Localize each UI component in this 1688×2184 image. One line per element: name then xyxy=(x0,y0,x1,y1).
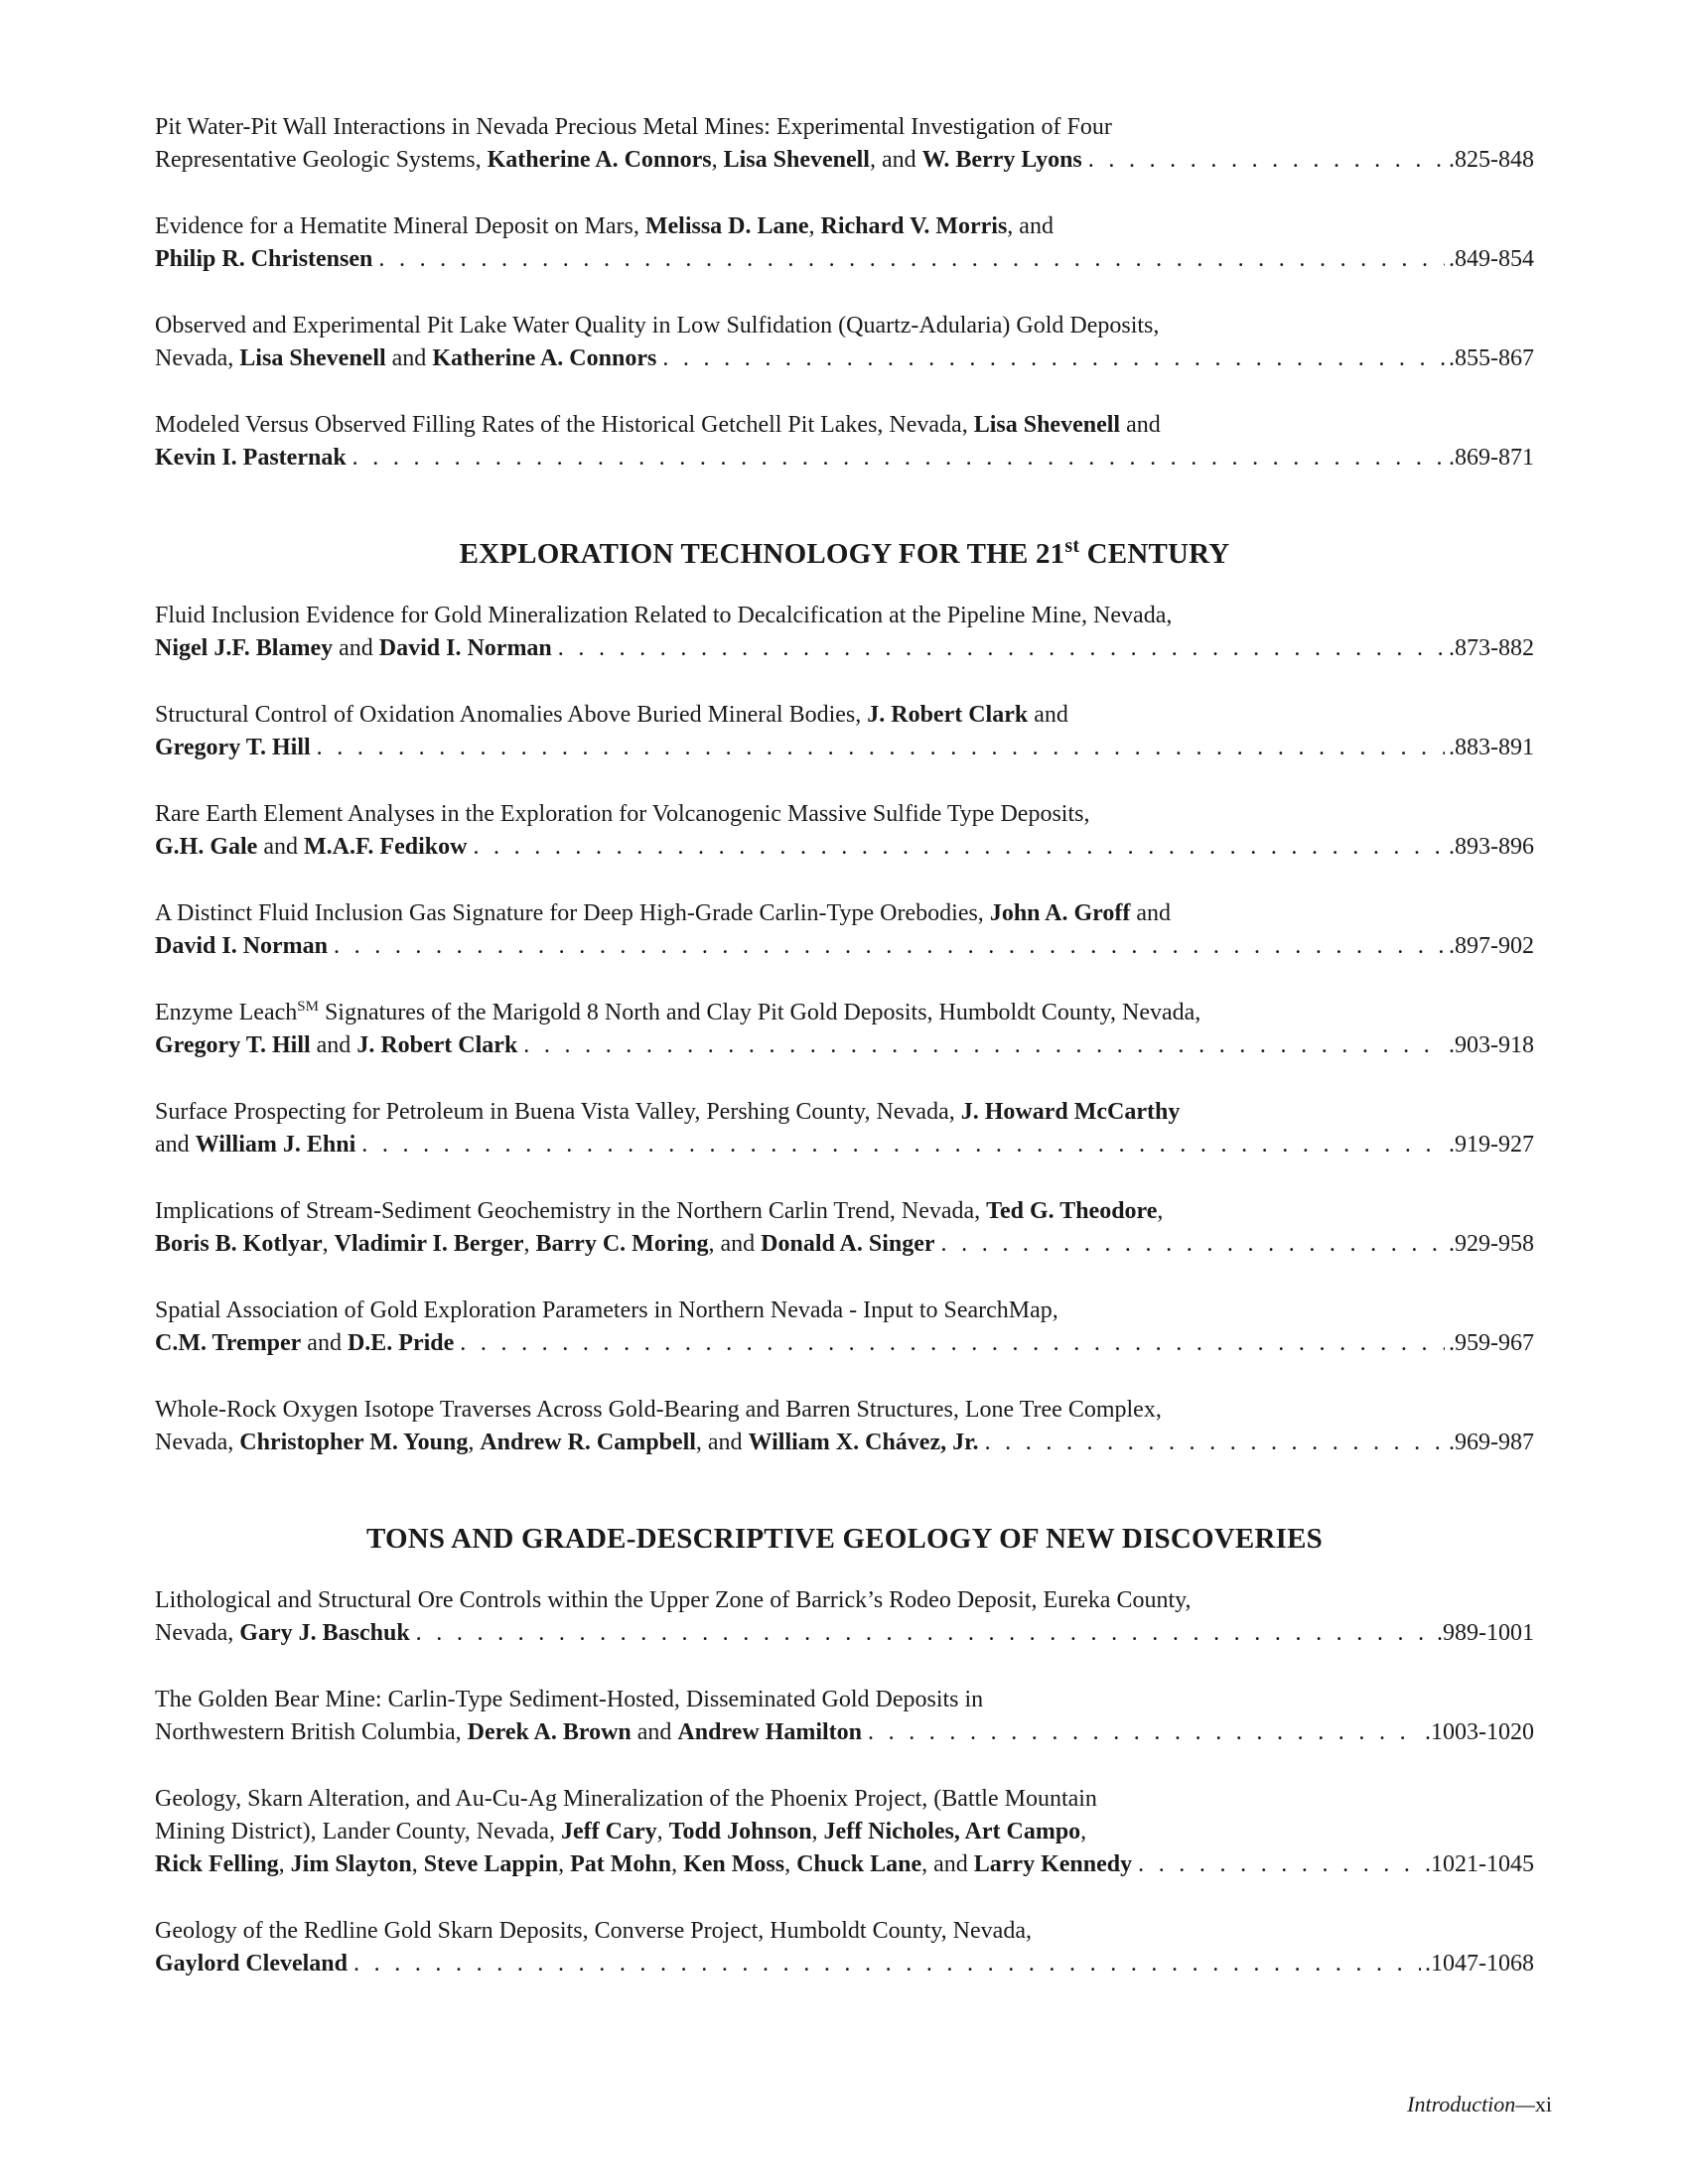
title-text: , xyxy=(558,1851,571,1877)
author-name: Gregory T. Hill xyxy=(155,1032,311,1058)
toc-entry-text xyxy=(155,930,328,963)
toc-entry-line xyxy=(155,1617,1534,1650)
section-heading xyxy=(155,536,1534,572)
title-text: , and xyxy=(708,1231,762,1257)
page-range: .897-902 xyxy=(1449,933,1534,959)
dot-leader xyxy=(353,1948,1421,1980)
author-name: William X. Chávez, Jr. xyxy=(748,1430,979,1455)
dot-leader xyxy=(1138,1848,1421,1881)
author-name: Ted G. Theodore xyxy=(986,1198,1158,1224)
author-name: Larry Kennedy xyxy=(973,1851,1133,1877)
author-name: J. Howard McCarthy xyxy=(960,1099,1181,1125)
toc-entry-line xyxy=(155,111,1534,144)
author-name: Christopher M. Young xyxy=(239,1430,469,1455)
dot-leader xyxy=(317,732,1445,764)
title-text: and xyxy=(301,1330,348,1356)
title-text: Mining District), Lander County, Nevada, xyxy=(155,1819,562,1844)
toc-entry-text xyxy=(155,1716,862,1749)
section-heading-superscript: st xyxy=(1064,535,1080,557)
toc-entry-line xyxy=(155,600,1534,632)
toc-entry-line xyxy=(155,409,1534,442)
title-text: Signatures of the Marigold 8 North and Clay Pit Gold Deposits, Humboldt County, Nevada, xyxy=(318,1000,1201,1025)
footer-label: Introduction xyxy=(1407,2092,1516,2116)
author-name: Lisa Shevenell xyxy=(239,345,386,371)
dot-leader xyxy=(868,1716,1421,1749)
author-name: Jeff Cary xyxy=(561,1819,657,1844)
author-name: Ken Moss xyxy=(683,1851,785,1877)
superscript-text: SM xyxy=(297,999,319,1015)
page-range: .1047-1068 xyxy=(1425,1951,1534,1977)
author-name: Nigel J.F. Blamey xyxy=(155,635,334,661)
author-name: Gaylord Cleveland xyxy=(155,1951,349,1977)
author-name: Barry C. Moring xyxy=(535,1231,709,1257)
toc-entry xyxy=(155,1783,1534,1881)
title-text: Whole-Rock Oxygen Isotope Traverses Across Gold-Bearing and Barren Structures, Lone Tree Complex, xyxy=(155,1397,1162,1423)
title-text: , xyxy=(656,1819,669,1844)
dot-leader xyxy=(985,1427,1445,1459)
toc-entry xyxy=(155,1295,1534,1360)
page-range: .873-882 xyxy=(1449,635,1534,661)
toc-entry xyxy=(155,600,1534,665)
title-text: , xyxy=(322,1231,335,1257)
author-name: Richard V. Morris xyxy=(820,213,1008,239)
toc-entry-line xyxy=(155,243,1534,276)
title-text: and xyxy=(310,1032,357,1058)
author-name: W. Berry Lyons xyxy=(921,147,1082,173)
title-text: Northwestern British Columbia, xyxy=(155,1719,468,1745)
section-heading-text: CENTURY xyxy=(1079,538,1230,570)
toc-entry-line xyxy=(155,1584,1534,1617)
toc-entry-text xyxy=(155,144,1082,177)
title-text: Implications of Stream-Sediment Geochemistry in the Northern Carlin Trend, Nevada, xyxy=(155,1198,987,1224)
author-name: Rick Felling xyxy=(155,1851,279,1877)
page-footer xyxy=(1407,2092,1552,2117)
toc-entry-line xyxy=(155,897,1534,930)
toc-entry-line xyxy=(155,632,1534,665)
title-text: Pit Water-Pit Wall Interactions in Nevada Precious Metal Mines: Experimental Investigation of Four xyxy=(155,114,1112,140)
toc-entry-line xyxy=(155,1848,1534,1881)
toc-entry-line xyxy=(155,1427,1534,1459)
author-name: Donald A. Singer xyxy=(761,1231,935,1257)
section-heading-text: TONS AND GRADE-DESCRIPTIVE GEOLOGY OF NEW DISCOVERIES xyxy=(366,1523,1323,1555)
title-text: , xyxy=(711,147,724,173)
title-text: Nevada, xyxy=(155,1620,240,1646)
title-text: Rare Earth Element Analyses in the Exploration for Volcanogenic Massive Sulfide Type Deposits, xyxy=(155,801,1090,827)
toc-entry-line xyxy=(155,1228,1534,1261)
toc-entry xyxy=(155,1684,1534,1749)
page-range: .883-891 xyxy=(1449,735,1534,760)
toc-entry xyxy=(155,897,1534,963)
toc-entry-text xyxy=(155,632,552,665)
page-range: .989-1001 xyxy=(1437,1620,1534,1646)
toc-entry-line xyxy=(155,699,1534,732)
author-name: Pat Mohn xyxy=(570,1851,672,1877)
title-text: Nevada, xyxy=(155,1430,240,1455)
toc-entry-text xyxy=(155,1848,1132,1881)
author-name: Boris B. Kotlyar xyxy=(155,1231,323,1257)
toc-entry-line xyxy=(155,1684,1534,1716)
page-range: .1021-1045 xyxy=(1425,1851,1534,1877)
toc-entry-text xyxy=(155,1129,355,1161)
title-text: and xyxy=(385,345,433,371)
title-text: Observed and Experimental Pit Lake Water Quality in Low Sulfidation (Quartz-Adularia) Gold Deposits, xyxy=(155,313,1160,339)
page-range: .959-967 xyxy=(1449,1330,1534,1356)
toc-entry-line xyxy=(155,1716,1534,1749)
title-text: , xyxy=(278,1851,291,1877)
toc-entry xyxy=(155,1096,1534,1161)
toc-entry-line xyxy=(155,1783,1534,1816)
author-name: D.E. Pride xyxy=(347,1330,455,1356)
toc-entry-line xyxy=(155,342,1534,375)
toc-entry xyxy=(155,111,1534,177)
title-text: Spatial Association of Gold Exploration Parameters in Northern Nevada - Input to SearchMap, xyxy=(155,1297,1058,1323)
toc-entry-line xyxy=(155,1948,1534,1980)
toc-entry-line xyxy=(155,930,1534,963)
toc-entry xyxy=(155,1195,1534,1261)
page-range: .893-896 xyxy=(1449,834,1534,860)
title-text: , xyxy=(523,1231,536,1257)
title-text: , xyxy=(808,213,821,239)
title-text: and xyxy=(631,1719,678,1745)
toc-entry xyxy=(155,1584,1534,1650)
toc-entry-text xyxy=(155,1427,979,1459)
dot-leader xyxy=(416,1617,1433,1650)
author-name: Todd Johnson xyxy=(668,1819,812,1844)
page-range: .969-987 xyxy=(1449,1430,1534,1455)
title-text: Surface Prospecting for Petroleum in Buena Vista Valley, Pershing County, Nevada, xyxy=(155,1099,961,1125)
author-name: M.A.F. Fedikow xyxy=(303,834,468,860)
dot-leader xyxy=(558,632,1445,665)
page-range: .1003-1020 xyxy=(1425,1719,1534,1745)
title-text: Modeled Versus Observed Filling Rates of the Historical Getchell Pit Lakes, Nevada, xyxy=(155,412,974,438)
dot-leader xyxy=(352,442,1445,475)
page-range: .903-918 xyxy=(1449,1032,1534,1058)
title-text: Enzyme Leach xyxy=(155,1000,298,1025)
toc-entry-line xyxy=(155,1129,1534,1161)
title-text: Geology, Skarn Alteration, and Au-Cu-Ag Mineralization of the Phoenix Project, (Battle Mountain xyxy=(155,1786,1097,1812)
toc-entry xyxy=(155,210,1534,276)
author-name: Steve Lappin xyxy=(423,1851,559,1877)
footer-dash: — xyxy=(1515,2092,1535,2116)
page-number: xi xyxy=(1534,2092,1552,2116)
dot-leader xyxy=(662,342,1445,375)
title-text: , xyxy=(671,1851,684,1877)
title-text: , and xyxy=(1007,213,1054,239)
author-name: J. Robert Clark xyxy=(867,702,1029,728)
title-text: The Golden Bear Mine: Carlin-Type Sediment-Hosted, Disseminated Gold Deposits in xyxy=(155,1687,984,1712)
author-name: Jim Slayton xyxy=(290,1851,412,1877)
author-name: Melissa D. Lane xyxy=(644,213,809,239)
author-name: Lisa Shevenell xyxy=(973,412,1121,438)
title-text: A Distinct Fluid Inclusion Gas Signature for Deep High-Grade Carlin-Type Orebodies, xyxy=(155,900,990,926)
page-range: .855-867 xyxy=(1449,345,1534,371)
title-text: , xyxy=(1157,1198,1164,1224)
toc-entry-line xyxy=(155,831,1534,864)
title-text: Evidence for a Hematite Mineral Deposit on Mars, xyxy=(155,213,645,239)
author-name: Chuck Lane xyxy=(796,1851,922,1877)
title-text: Fluid Inclusion Evidence for Gold Mineralization Related to Decalcification at the Pipeline Mine, Nevada, xyxy=(155,603,1173,628)
toc-entry-line xyxy=(155,798,1534,831)
title-text: , xyxy=(468,1430,481,1455)
title-text: , xyxy=(1080,1819,1087,1844)
dot-leader xyxy=(473,831,1445,864)
page-range: .849-854 xyxy=(1449,246,1534,272)
title-text: , xyxy=(411,1851,424,1877)
toc-entry-line xyxy=(155,997,1534,1029)
author-name: William J. Ehni xyxy=(195,1132,356,1158)
dot-leader xyxy=(1088,144,1445,177)
title-text: Representative Geologic Systems, xyxy=(155,147,488,173)
dot-leader xyxy=(334,930,1445,963)
page-range: .825-848 xyxy=(1449,147,1534,173)
title-text: , xyxy=(784,1851,797,1877)
toc-entry-line xyxy=(155,442,1534,475)
toc-entry-text xyxy=(155,1617,410,1650)
toc-entry-text xyxy=(155,1327,454,1360)
toc-entry xyxy=(155,1915,1534,1980)
author-name: Jeff Nicholes, Art Campo xyxy=(823,1819,1081,1844)
toc-entry-line xyxy=(155,1394,1534,1427)
author-name: Kevin I. Pasternak xyxy=(155,445,347,471)
author-name: Katherine A. Connors xyxy=(487,147,712,173)
toc-entry-line xyxy=(155,310,1534,342)
toc-entry-text xyxy=(155,442,347,475)
title-text: and xyxy=(1130,900,1172,926)
toc-entry-line xyxy=(155,1295,1534,1327)
dot-leader xyxy=(361,1129,1445,1161)
toc-entry-line xyxy=(155,1195,1534,1228)
section-heading-text: EXPLORATION TECHNOLOGY FOR THE 21 xyxy=(459,538,1065,570)
author-name: Vladimir I. Berger xyxy=(334,1231,524,1257)
author-name: Andrew R. Campbell xyxy=(480,1430,696,1455)
toc-entry-line xyxy=(155,1915,1534,1948)
title-text: , and xyxy=(695,1430,749,1455)
toc-entry-line xyxy=(155,144,1534,177)
toc-entry-text xyxy=(155,342,656,375)
title-text: and xyxy=(1120,412,1161,438)
page-range: .869-871 xyxy=(1449,445,1534,471)
dot-leader xyxy=(378,243,1445,276)
author-name: David I. Norman xyxy=(155,933,329,959)
toc-entry-line xyxy=(155,1029,1534,1062)
author-name: Lisa Shevenell xyxy=(723,147,870,173)
title-text: and xyxy=(155,1132,196,1158)
toc-entry-line xyxy=(155,1816,1534,1848)
title-text: and xyxy=(257,834,304,860)
toc-entry xyxy=(155,997,1534,1062)
author-name: Gary J. Baschuk xyxy=(239,1620,410,1646)
author-name: David I. Norman xyxy=(378,635,552,661)
toc-entry xyxy=(155,699,1534,764)
toc-entry-text xyxy=(155,732,311,764)
toc-entry-text xyxy=(155,831,467,864)
author-name: Andrew Hamilton xyxy=(677,1719,862,1745)
title-text: Structural Control of Oxidation Anomalies Above Buried Mineral Bodies, xyxy=(155,702,868,728)
section-heading xyxy=(155,1521,1534,1557)
title-text: , and xyxy=(921,1851,974,1877)
toc-entry xyxy=(155,409,1534,475)
title-text: Lithological and Structural Ore Controls within the Upper Zone of Barrick’s Rodeo Deposit, Eureka County, xyxy=(155,1587,1192,1613)
author-name: Philip R. Christensen xyxy=(155,246,373,272)
title-text: and xyxy=(333,635,379,661)
author-name: John A. Groff xyxy=(989,900,1131,926)
title-text: and xyxy=(1028,702,1068,728)
toc-entry-line xyxy=(155,1327,1534,1360)
toc-entry xyxy=(155,798,1534,864)
toc-entry-text xyxy=(155,1029,517,1062)
toc-entry-line xyxy=(155,732,1534,764)
toc-entry xyxy=(155,1394,1534,1459)
toc-entry-line xyxy=(155,1096,1534,1129)
title-text: Geology of the Redline Gold Skarn Deposits, Converse Project, Humboldt County, Nevada, xyxy=(155,1918,1032,1944)
dot-leader xyxy=(523,1029,1445,1062)
author-name: J. Robert Clark xyxy=(356,1032,518,1058)
toc-entry xyxy=(155,310,1534,375)
toc-entry-text xyxy=(155,1948,348,1980)
dot-leader xyxy=(460,1327,1445,1360)
author-name: Katherine A. Connors xyxy=(432,345,657,371)
toc-entry-text xyxy=(155,243,372,276)
author-name: Derek A. Brown xyxy=(467,1719,632,1745)
toc-entry-line xyxy=(155,210,1534,243)
page-range: .919-927 xyxy=(1449,1132,1534,1158)
table-of-contents-page xyxy=(155,111,1534,2014)
toc-entry-text xyxy=(155,1228,935,1261)
author-name: G.H. Gale xyxy=(155,834,258,860)
author-name: Gregory T. Hill xyxy=(155,735,311,760)
title-text: , and xyxy=(869,147,922,173)
page-range: .929-958 xyxy=(1449,1231,1534,1257)
title-text: , xyxy=(811,1819,824,1844)
author-name: C.M. Tremper xyxy=(155,1330,302,1356)
dot-leader xyxy=(941,1228,1445,1261)
title-text: Nevada, xyxy=(155,345,240,371)
